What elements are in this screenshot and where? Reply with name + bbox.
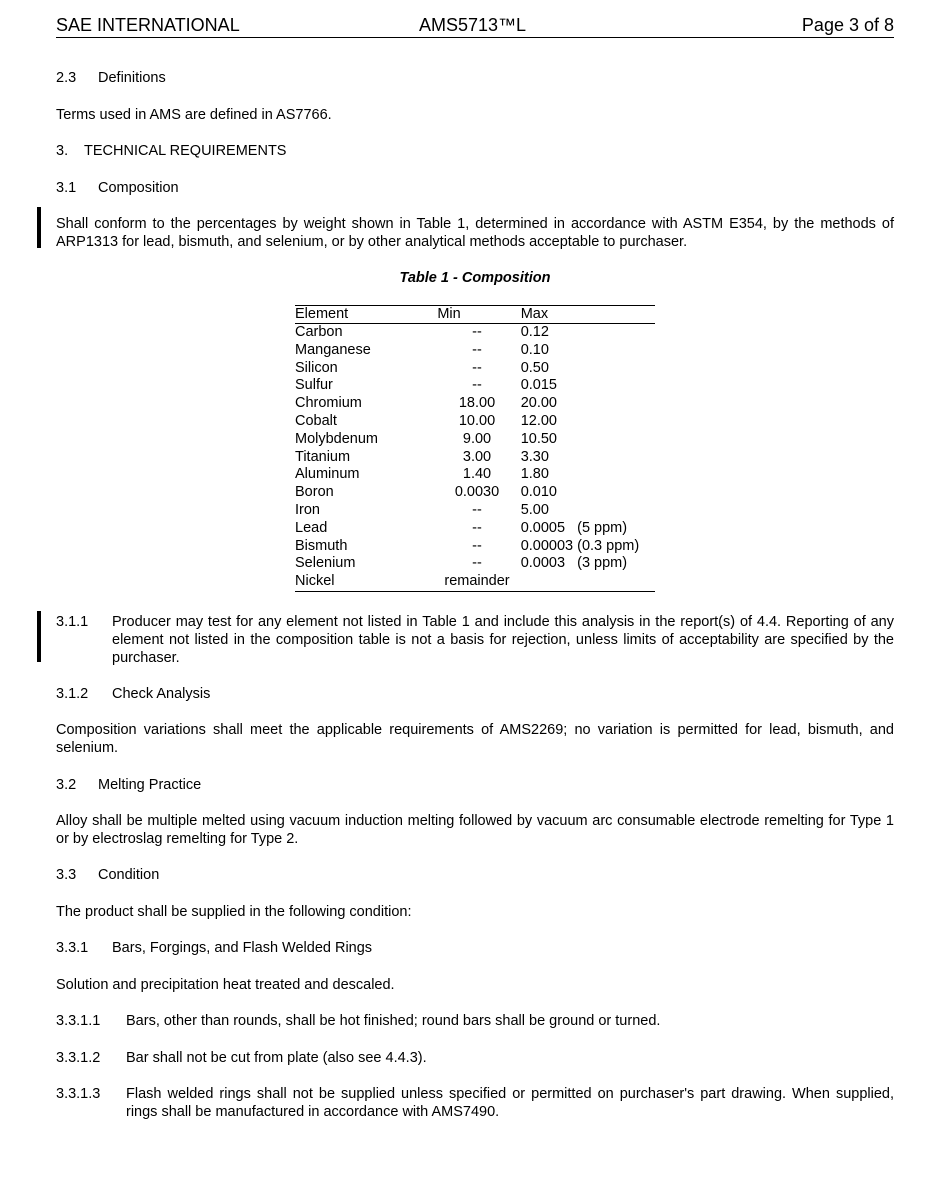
table-row <box>295 377 655 395</box>
max-cell: 0.00003 (0.3 ppm) <box>520 537 640 554</box>
min-cell: -- <box>472 555 482 572</box>
element-cell: Titanium <box>295 448 351 465</box>
min-cell: -- <box>472 359 482 376</box>
element-cell: Sulfur <box>295 377 333 394</box>
header-doc-id: AMS5713™L <box>419 15 527 35</box>
max-cell: 10.50 <box>520 430 557 447</box>
min-cell: 3.00 <box>462 448 492 465</box>
element-cell: Molybdenum <box>295 430 379 447</box>
max-cell: 3.30 <box>520 448 549 465</box>
section-3-1-text: Shall conform to the percentages by weight shown in Table 1, determined in accordance with ASTM E354, by the methods of ARP1313 for lead, bismuth, and selenium, or by other analytical methods acceptable to purchaser. <box>56 216 894 250</box>
section-3-3-1-text: Solution and precipitation heat treated and descaled. <box>56 977 395 993</box>
element-cell: Lead <box>295 519 328 536</box>
min-cell: 1.40 <box>462 466 492 483</box>
min-cell: -- <box>472 377 482 394</box>
header-org: SAE INTERNATIONAL <box>56 15 240 35</box>
table-row <box>295 431 655 449</box>
table-row <box>295 573 655 591</box>
section-2-3-heading: 2.3 Definitions <box>56 70 166 86</box>
section-3-3-1-3: 3.3.1.3 Flash welded rings shall not be supplied unless specified or permitted on purchaser's part drawing. When supplied, rings shall be manufactured in accordance with AMS7490. <box>56 1086 894 1120</box>
section-3-2-text: Alloy shall be multiple melted using vacuum induction melting followed by vacuum arc consumable electrode remelting for Type 1 or by electroslag remelting for Type 2. <box>56 813 894 847</box>
max-cell: 20.00 <box>520 395 557 412</box>
column-header-min: Min <box>437 306 516 324</box>
column-header-max: Max <box>517 306 655 324</box>
section-3-1-1: 3.1.1 Producer may test for any element not listed in Table 1 and include this analysis in the report(s) of 4.4. Reporting of any element not listed in the composition table is not a basis for rejection, unless limits of acceptability are specified by the purchaser. <box>56 614 894 666</box>
table-row <box>295 342 655 360</box>
section-3-1-2-heading: 3.1.2 Check Analysis <box>56 686 211 702</box>
table-row <box>295 395 655 413</box>
table-row <box>295 555 655 573</box>
max-cell: 1.80 <box>520 466 549 483</box>
min-cell: -- <box>472 501 482 518</box>
section-3-1-2-text: Composition variations shall meet the applicable requirements of AMS2269; no variation is permitted for lead, bismuth, and selenium. <box>56 722 894 756</box>
column-header-element: Element <box>295 306 437 324</box>
table-caption: Table 1 - Composition <box>399 270 551 286</box>
element-cell: Chromium <box>295 395 362 412</box>
min-cell: 18.00 <box>458 395 496 412</box>
element-cell: Boron <box>295 484 334 501</box>
element-cell: Bismuth <box>295 537 348 554</box>
element-cell: Carbon <box>295 324 343 340</box>
section-3-3-1-2: 3.3.1.2 Bar shall not be cut from plate (also see 4.4.3). <box>56 1050 427 1066</box>
max-cell: 0.0003 (3 ppm) <box>520 555 628 572</box>
section-3-2-heading: 3.2 Melting Practice <box>56 777 202 793</box>
min-cell: 10.00 <box>458 412 496 429</box>
element-cell: Selenium <box>295 555 356 572</box>
table-row <box>295 413 655 431</box>
max-cell: 0.12 <box>520 324 549 340</box>
table-row <box>295 502 655 520</box>
section-2-3-text: Terms used in AMS are defined in AS7766. <box>56 107 332 123</box>
max-cell: 0.50 <box>520 359 549 376</box>
min-cell: -- <box>472 519 482 536</box>
composition-table <box>295 305 655 592</box>
table-header-row <box>295 306 655 324</box>
element-cell: Nickel <box>295 573 437 591</box>
min-cell: 0.0030 <box>454 484 500 501</box>
table-row <box>295 520 655 538</box>
section-3-3-text: The product shall be supplied in the following condition: <box>56 904 412 920</box>
max-cell: 0.10 <box>520 341 549 358</box>
min-cell: -- <box>472 341 482 358</box>
max-cell: 0.0005 (5 ppm) <box>520 519 628 536</box>
table-row <box>295 466 655 484</box>
section-3-3-heading: 3.3 Condition <box>56 867 160 883</box>
min-cell: -- <box>472 537 482 554</box>
max-cell: 5.00 <box>520 501 549 518</box>
table-row <box>295 449 655 467</box>
section-3-1-heading: 3.1 Composition <box>56 180 179 196</box>
section-3-3-1-1: 3.3.1.1 Bars, other than rounds, shall be hot finished; round bars shall be ground or turned. <box>56 1013 661 1029</box>
header-page-number: Page 3 of 8 <box>801 15 894 35</box>
max-cell: 0.015 <box>520 377 557 394</box>
min-cell: remainder <box>437 573 516 591</box>
table-row <box>295 324 655 342</box>
element-cell: Manganese <box>295 341 371 358</box>
max-cell: 12.00 <box>520 412 557 429</box>
element-cell: Aluminum <box>295 466 360 483</box>
max-cell <box>517 573 655 591</box>
revision-bar <box>37 611 41 662</box>
section-3-3-1-heading: 3.3.1 Bars, Forgings, and Flash Welded Rings <box>56 940 373 956</box>
section-3-heading: 3. TECHNICAL REQUIREMENTS <box>56 143 287 159</box>
min-cell: 9.00 <box>462 430 492 447</box>
max-cell: 0.010 <box>520 484 557 501</box>
min-cell: -- <box>472 324 482 340</box>
table-row <box>295 484 655 502</box>
table-row <box>295 538 655 556</box>
revision-bar <box>37 207 41 248</box>
element-cell: Silicon <box>295 359 338 376</box>
table-row <box>295 360 655 378</box>
page-header <box>56 15 894 38</box>
element-cell: Cobalt <box>295 412 337 429</box>
element-cell: Iron <box>295 501 320 518</box>
